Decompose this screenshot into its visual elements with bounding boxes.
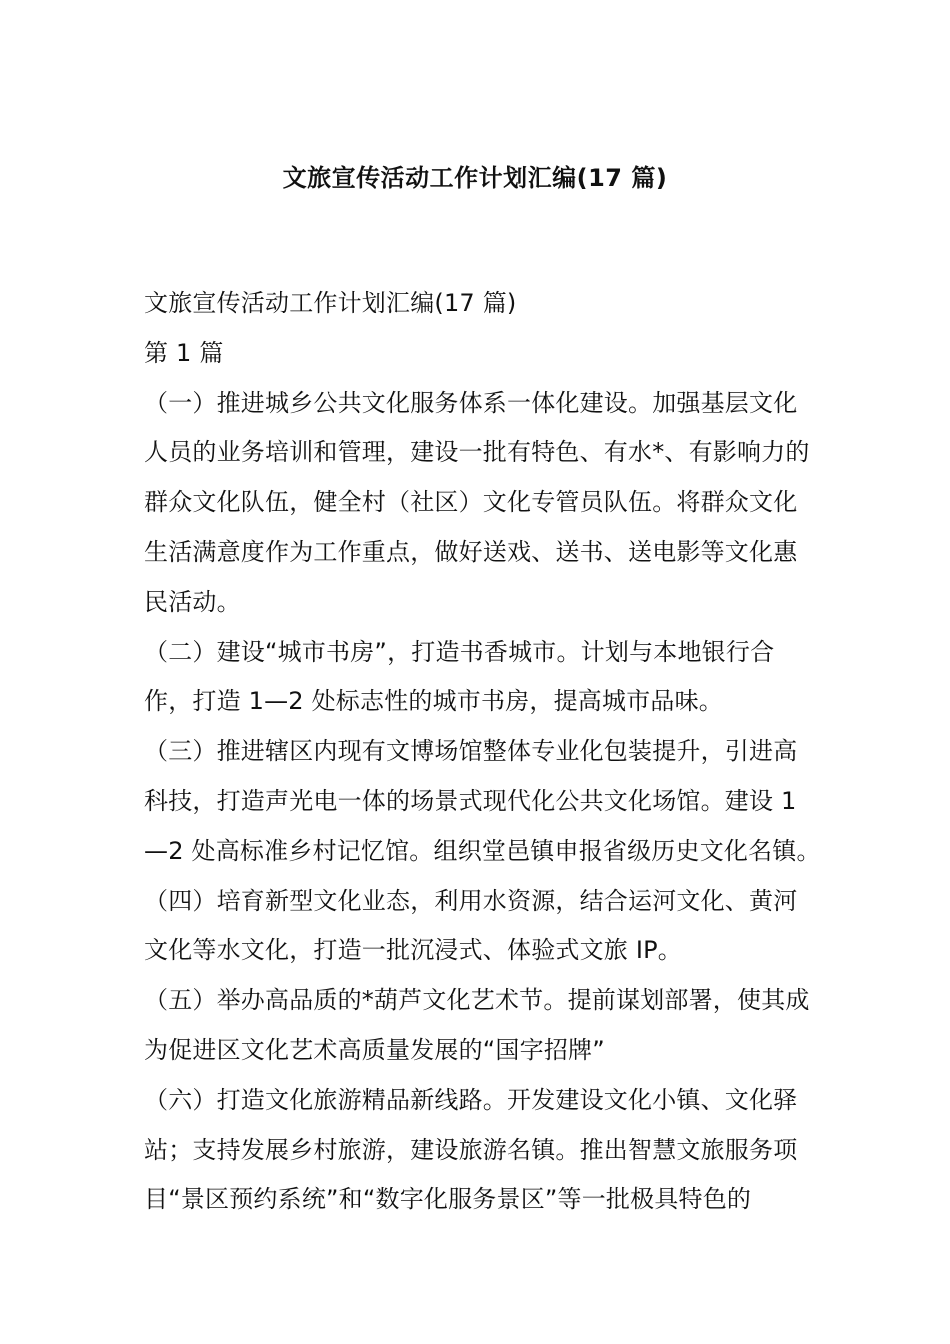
paragraph-line: 文化等水文化，打造一批沉浸式、体验式文旅 IP。	[144, 936, 682, 965]
paragraph-line: （三）推进辖区内现有文博场馆整体专业化包装提升，引进高	[144, 737, 798, 766]
paragraph-line: 群众文化队伍，健全村（社区）文化专管员队伍。将群众文化	[144, 488, 798, 517]
section-heading: 第 1 篇	[144, 338, 224, 367]
paragraph-line: 人员的业务培训和管理，建设一批有特色、有水*、有影响力的	[144, 438, 810, 467]
paragraph-line: （四）培育新型文化业态，利用水资源，结合运河文化、黄河	[144, 886, 798, 915]
body-subtitle: 文旅宣传活动工作计划汇编(17 篇)	[144, 289, 517, 317]
document-body	[144, 279, 821, 1225]
paragraph-line: 民活动。	[144, 587, 241, 616]
paragraph-line: 生活满意度作为工作重点，做好送戏、送书、送电影等文化惠	[144, 537, 798, 566]
paragraph-line: （六）打造文化旅游精品新线路。开发建设文化小镇、文化驿	[144, 1085, 798, 1114]
paragraph-line: 为促进区文化艺术高质量发展的“国字招牌”	[144, 1035, 605, 1064]
paragraph-line: （二）建设“城市书房”，打造书香城市。计划与本地银行合	[144, 637, 775, 666]
paragraph-line: 作，打造 1—2 处标志性的城市书房，提高城市品味。	[144, 687, 723, 716]
document-title: 文旅宣传活动工作计划汇编(17 篇)	[282, 164, 668, 192]
paragraph-line: 目“景区预约系统”和“数字化服务景区”等一批极具特色的	[144, 1185, 752, 1214]
paragraph-line: （五）举办高品质的*葫芦文化艺术节。提前谋划部署，使其成	[144, 986, 810, 1015]
paragraph-line: 站；支持发展乡村旅游，建设旅游名镇。推出智慧文旅服务项	[144, 1135, 798, 1164]
paragraph-line: （一）推进城乡公共文化服务体系一体化建设。加强基层文化	[144, 388, 798, 417]
paragraph-line: —2 处高标准乡村记忆馆。组织堂邑镇申报省级历史文化名镇。	[144, 836, 821, 865]
paragraph-line: 科技，打造声光电一体的场景式现代化公共文化场馆。建设 1	[144, 786, 797, 815]
